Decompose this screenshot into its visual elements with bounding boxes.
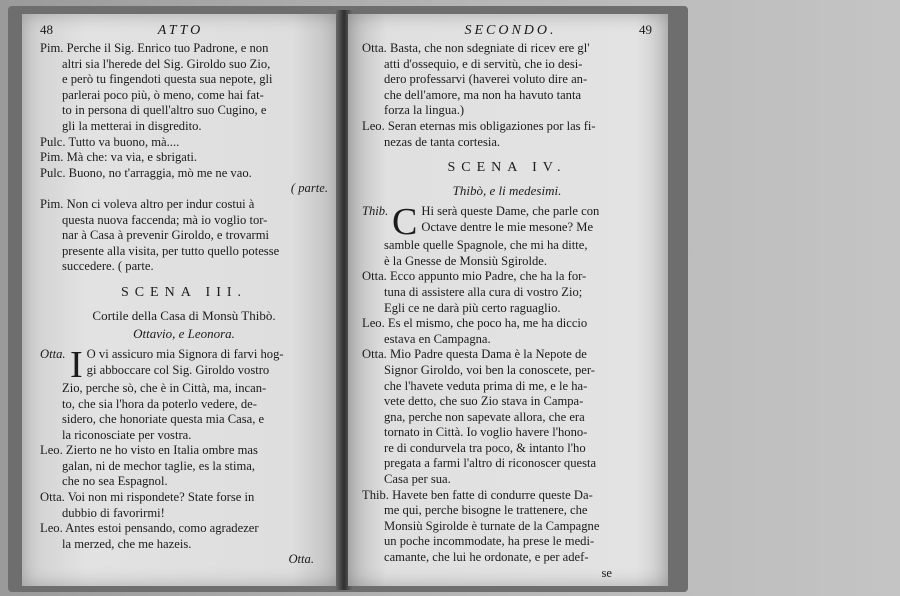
page-number: 48: [40, 22, 53, 37]
text-line: Signor Giroldo, voi ben la conoscete, per-: [384, 362, 595, 377]
text-line: Pulc. Buono, no t'arraggia, mò me ne vao.: [40, 165, 252, 180]
right-running-head: [362, 22, 652, 39]
text-line: gli la metterai in disgredito.: [62, 118, 202, 133]
running-head-title: SECONDO.: [464, 23, 557, 38]
text-line: tornato in Città. Io voglio havere l'hono-: [384, 425, 588, 440]
scene-characters: Thibò, e li medesimi.: [452, 183, 562, 199]
text-line: dubbio di favorirmi!: [62, 505, 165, 520]
speaker-label: Otta.: [40, 346, 66, 361]
scene-setting: Cortile della Casa di Monsù Thibò.: [92, 307, 276, 323]
text-line: galan, ni de mechor taglie, es la stima,: [62, 458, 256, 473]
drop-cap: C: [392, 204, 418, 244]
text-line: Monsiù Sgirolde è turnate de la Campagne: [384, 518, 600, 533]
text-line: presente alla visita, per tutto quello potesse: [62, 243, 280, 258]
scene-title: SCENA IV.: [447, 160, 567, 176]
text-line: Pim. Mà che: va via, e sbrigati.: [40, 150, 198, 165]
running-head-title: ATTO: [157, 23, 204, 38]
text-line: altri sia l'herede del Sig. Giroldo suo Zio,: [62, 56, 271, 71]
text-line: Pim. Non ci voleva altro per indur costui à: [40, 196, 255, 211]
dialogue-block: [362, 41, 652, 150]
text-line: che l'havete veduta prima di me, e le ha-: [384, 378, 588, 393]
text-line: me qui, perche bisogne le trattenere, che: [384, 503, 588, 518]
text-line: nezas de tanta cortesia.: [384, 134, 501, 149]
text-line: Otta. Mio Padre questa Dama è la Nepote de: [362, 347, 587, 362]
catchword: se: [601, 565, 612, 580]
text-line: nar à Casa à prevenir Giroldo, e trovarmi: [62, 228, 270, 243]
dialogue-block: [362, 204, 652, 581]
text-line: succedere. ( parte.: [62, 259, 154, 274]
text-line: la merzed, che me hazeis.: [62, 536, 192, 551]
text-line: Leo. Es el mismo, che poco ha, me ha diccio: [362, 316, 588, 331]
dialogue-block: [40, 41, 328, 275]
text-line: Casa per sua.: [384, 472, 451, 487]
dialogue-block: [40, 347, 328, 568]
text-line: Leo. Seran eternas mis obligaziones por las fi-: [362, 118, 596, 133]
scene-characters: Ottavio, e Leonora.: [133, 325, 235, 341]
text-line: parlerai poco più, ò meno, come hai fat-: [62, 87, 264, 102]
speaker-label: Thib.: [362, 204, 389, 219]
text-line: Hi serà queste Dame, che parle con: [421, 204, 600, 219]
text-line: che dell'amore, ma non ha havuto tanta: [384, 87, 582, 102]
text-line: camante, che lui he ordonate, e per adef-: [384, 550, 589, 565]
text-line: estava en Campagna.: [384, 331, 491, 346]
text-line: re di condurvela tra poco, & intanto l'ho: [384, 440, 586, 455]
text-line: Pulc. Tutto va buono, mà....: [40, 134, 180, 149]
text-line: Octave dentre le mie mesone? Me: [421, 219, 594, 234]
scene-title: SCENA III.: [120, 284, 248, 300]
left-page: [22, 14, 340, 586]
text-line: Thib. Havete ben fatte di condurre queste Da-: [362, 487, 593, 502]
text-line: un poche incommodate, ha prese le medi-: [384, 534, 595, 549]
text-line: Otta. Voi non mi rispondete? State forse in: [40, 490, 255, 505]
text-line: vete detto, che suo Zio stava in Campa-: [384, 394, 584, 409]
text-line: gi abboccare col Sig. Giroldo vostro: [86, 362, 270, 377]
text-line: samble quelle Spagnole, che mi ha ditte,: [384, 238, 588, 253]
text-line: che no sea Espagnol.: [62, 474, 168, 489]
stage-direction: ( parte.: [290, 181, 328, 196]
text-line: questa nuova faccenda; mà io voglio tor-: [62, 212, 268, 227]
left-page-content: [40, 22, 328, 568]
text-line: O vi assicuro mia Signora di farvi hog-: [86, 346, 284, 361]
text-line: to in persona di quell'altro suo Cugino, e: [62, 103, 267, 118]
text-line: Leo. Antes estoi pensando, como agradezer: [40, 521, 259, 536]
text-line: atti d'ossequio, e di servitù, che io desi-: [384, 56, 583, 71]
catchword: Otta.: [288, 552, 314, 567]
text-line: Zio, perche sò, che è in Città, ma, incan-: [62, 380, 267, 395]
text-line: Leo. Zierto ne ho visto en Italia ombre mas: [40, 443, 258, 458]
text-line: forza la lingua.): [384, 103, 465, 118]
page-number: 49: [639, 22, 652, 37]
text-line: Egli ce ne darà più certo raguaglio.: [384, 300, 561, 315]
right-page-content: [362, 22, 652, 581]
text-line: Pim. Perche il Sig. Enrico tuo Padrone, e non: [40, 41, 269, 55]
text-line: to, che sia l'hora da poterlo vedere, de-: [62, 396, 257, 411]
text-line: Otta. Basta, che non sdegniate di ricev ere gl': [362, 41, 590, 55]
text-line: Otta. Ecco appunto mio Padre, che ha la for-: [362, 269, 587, 284]
text-line: gna, perche non sapevate allora, che era: [384, 409, 585, 424]
left-running-head: [40, 22, 328, 39]
right-page: [348, 14, 668, 586]
text-line: dero professarvi (haverei voluto dire an-: [384, 72, 588, 87]
drop-cap: I: [70, 346, 83, 386]
text-line: la riconosciate per vostra.: [62, 427, 192, 442]
text-line: è la Gnesse de Monsiù Sgirolde.: [384, 253, 547, 268]
text-line: pregata a farmi l'altro di riconoscer questa: [384, 456, 597, 471]
text-line: sidero, che honoriate questa mia Casa, e: [62, 412, 265, 427]
text-line: e però tu fingendoti questa sua nepote, gli: [62, 72, 273, 87]
text-line: tuna di assistere alla cura di vostro Zio;: [384, 284, 583, 299]
